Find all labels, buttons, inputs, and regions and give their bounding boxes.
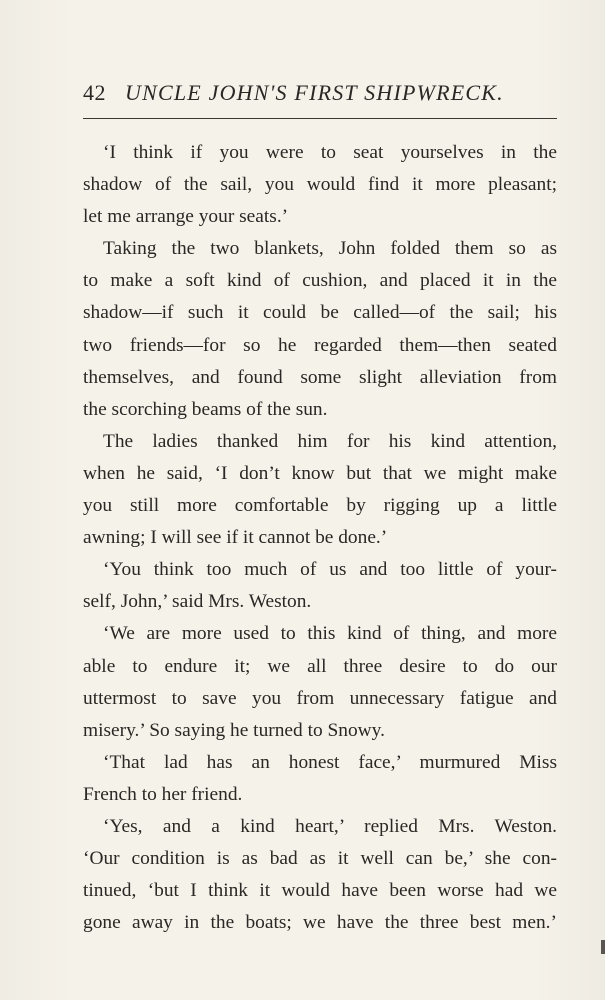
header-rule <box>83 118 557 119</box>
text-line: The ladies thanked him for his kind attention, <box>103 430 557 452</box>
text-line: to make a soft kind of cushion, and placed it in the <box>83 270 557 292</box>
text-line: two friends—for so he regarded them—then seated <box>83 334 557 356</box>
paragraph <box>83 811 557 939</box>
text-line: themselves, and found some slight alleviation from <box>83 366 557 388</box>
paragraph <box>83 618 557 746</box>
paragraph <box>83 137 557 233</box>
body-text <box>83 137 557 939</box>
text-line: misery.’ So saying he turned to Snowy. <box>83 719 385 741</box>
text-line: let me arrange your seats.’ <box>83 206 289 228</box>
paragraph <box>83 747 557 811</box>
text-line: when he said, ‘I don’t know but that we might make <box>83 462 557 484</box>
paragraph <box>83 426 557 554</box>
text-line: ‘That lad has an honest face,’ murmured Miss <box>103 751 557 773</box>
text-line: gone away in the boats; we have the three best men.’ <box>83 912 557 934</box>
text-line: the scorching beams of the sun. <box>83 398 328 420</box>
page-number: 42 <box>83 80 106 105</box>
text-line: ‘I think if you were to seat yourselves in the <box>103 142 557 163</box>
paragraph <box>83 233 557 426</box>
text-line: French to her friend. <box>83 783 243 805</box>
page-header <box>83 80 563 110</box>
text-line: uttermost to save you from unnecessary fatigue and <box>83 687 557 709</box>
text-line: self, John,’ said Mrs. Weston. <box>83 591 312 613</box>
text-line: you still more comfortable by rigging up a little <box>83 495 557 517</box>
text-line: Taking the two blankets, John folded them so as <box>103 238 557 260</box>
text-line: ‘Our condition is as bad as it well can be,’ she con- <box>83 848 557 870</box>
text-line: shadow of the sail, you would find it more pleasant; <box>83 174 557 196</box>
text-line: ‘We are more used to this kind of thing, and more <box>103 623 557 645</box>
running-title: UNCLE JOHN'S FIRST SHIPWRECK. <box>125 80 504 105</box>
text-line: awning; I will see if it cannot be done.’ <box>83 527 388 549</box>
text-line: ‘Yes, and a kind heart,’ replied Mrs. Weston. <box>103 815 557 837</box>
text-line: shadow—if such it could be called—of the sail; his <box>83 302 557 324</box>
page-edge-mark <box>601 940 605 954</box>
text-line: tinued, ‘but I think it would have been worse had we <box>83 880 557 902</box>
paragraph <box>83 554 557 618</box>
text-line: ‘You think too much of us and too little of your- <box>103 559 557 581</box>
text-line: able to endure it; we all three desire to do our <box>83 655 557 677</box>
